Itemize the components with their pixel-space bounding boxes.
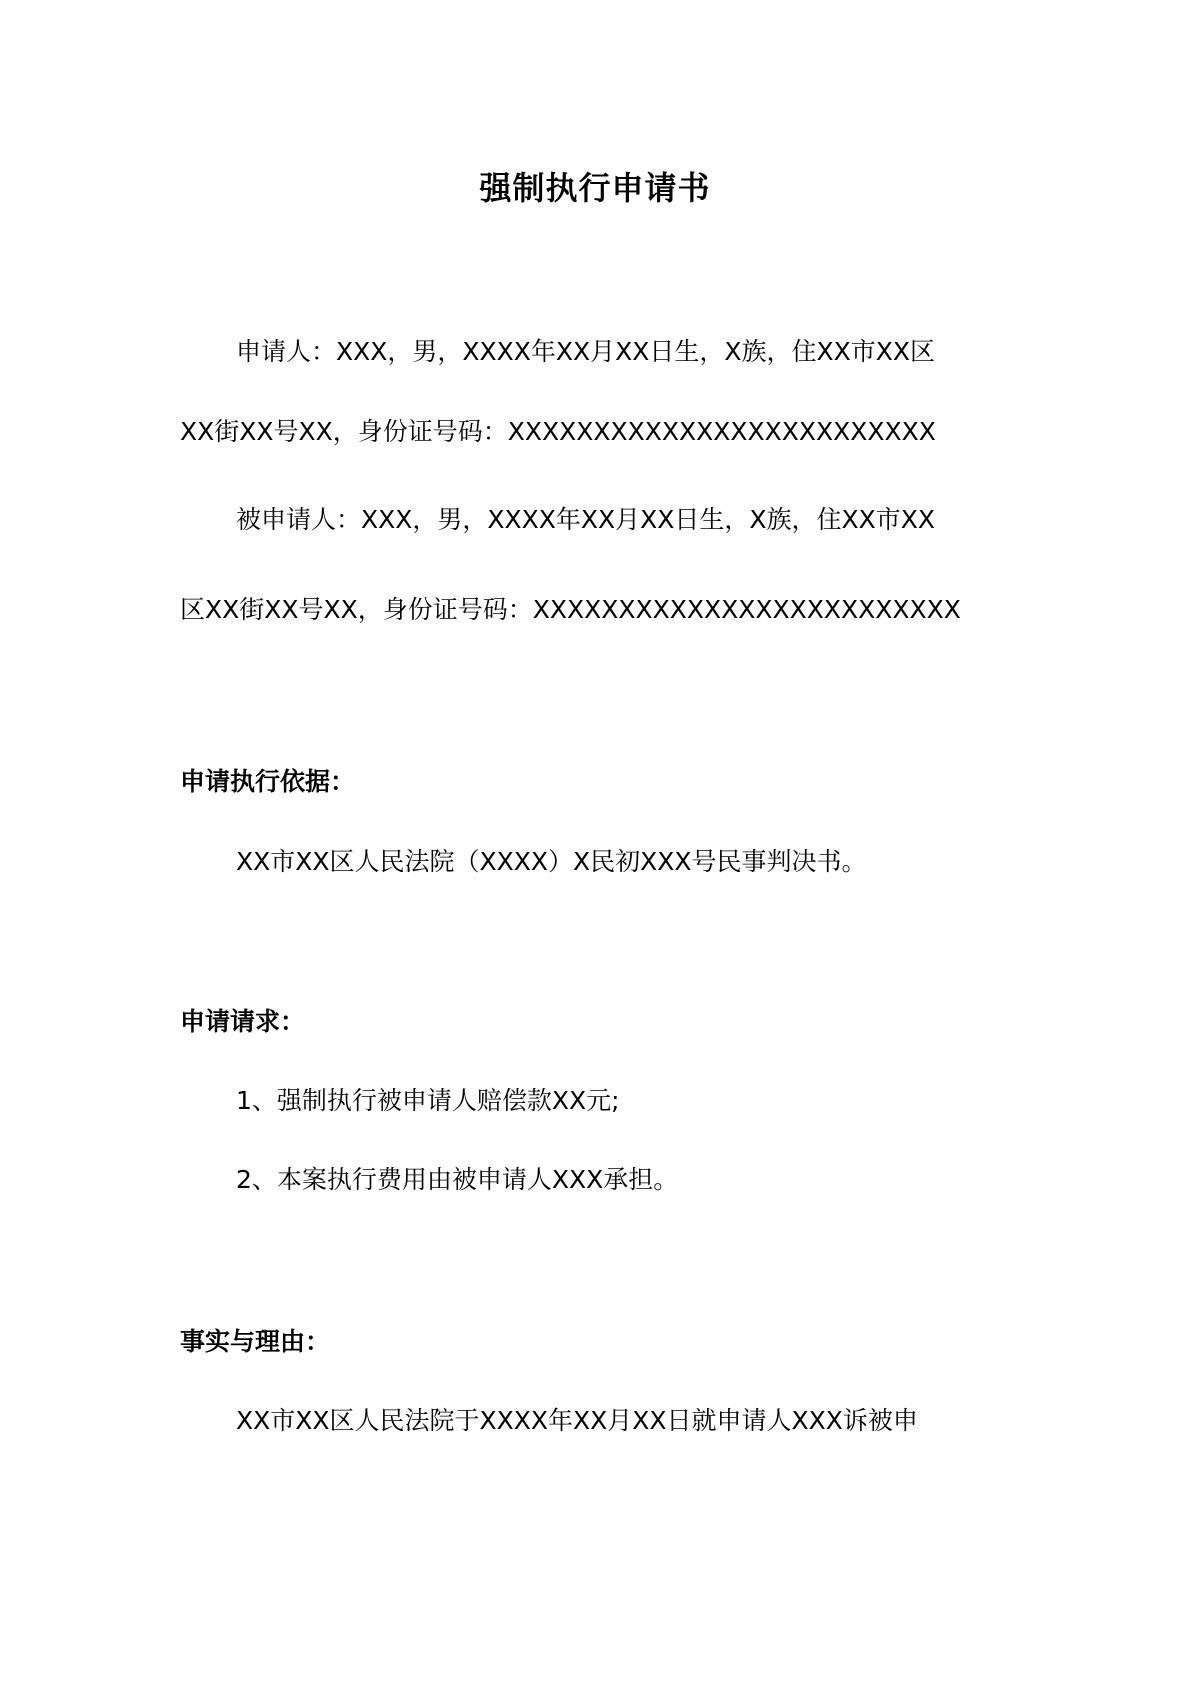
document-title: 强制执行申请书: [479, 169, 711, 207]
respondent-line-1: 被申请人：XXX，男，XXXX年XX月XX日生，X族，住XX市XX: [236, 505, 936, 534]
request-item: 1、强制执行被申请人赔偿款XX元;: [236, 1086, 620, 1115]
requests-heading: 申请请求：: [180, 1007, 306, 1036]
respondent-line-2: 区XX街XX号XX，身份证号码：XXXXXXXXXXXXXXXXXXXXXXXXX: [180, 595, 961, 624]
applicant-line-2: XX街XX号XX，身份证号码：XXXXXXXXXXXXXXXXXXXXXXXXX: [180, 417, 936, 446]
basis-text: XX市XX区人民法院（XXXX）X民初XXX号民事判决书。: [236, 847, 867, 876]
request-item: 2、本案执行费用由被申请人XXX承担。: [236, 1165, 679, 1194]
applicant-line-1: 申请人：XXX，男，XXXX年XX月XX日生，X族，住XX市XX区: [236, 337, 936, 366]
basis-heading: 申请执行依据：: [180, 767, 356, 796]
facts-text: XX市XX区人民法院于XXXX年XX月XX日就申请人XXX诉被申: [236, 1406, 918, 1435]
facts-heading: 事实与理由：: [180, 1327, 331, 1356]
